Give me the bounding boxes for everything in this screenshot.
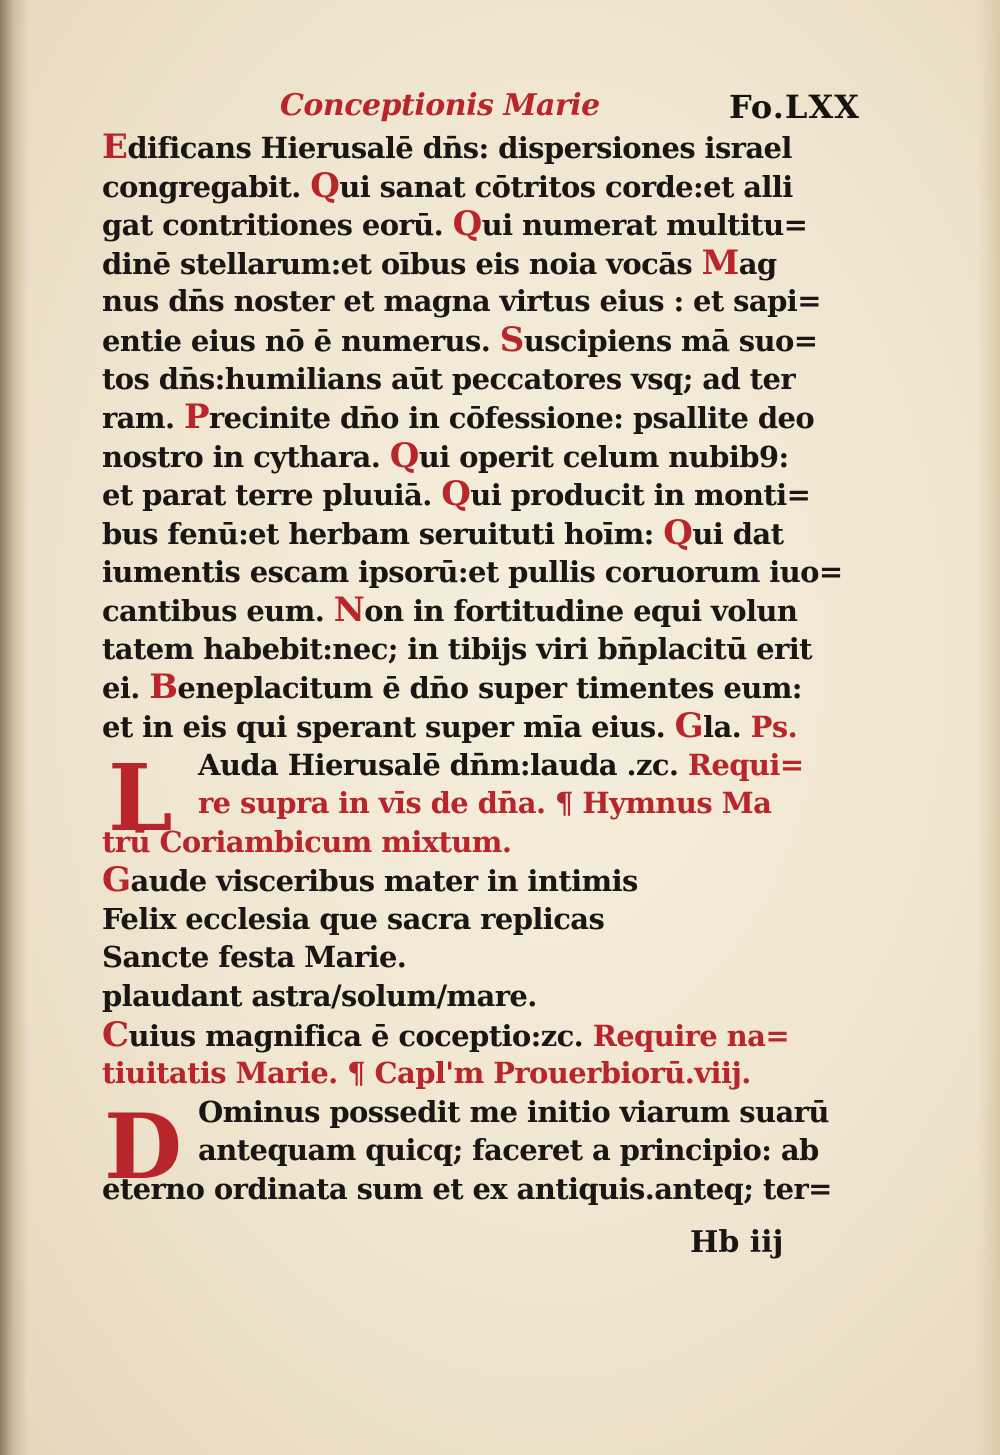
rubricated-initial: P <box>183 398 209 437</box>
body-text: tos dn̄s:humilians aūt peccatores vsq; ad ter <box>102 361 795 396</box>
rubric-text: trū Coriambicum mixtum. <box>102 824 512 859</box>
body-text: uscipiens mā suo= <box>523 323 818 358</box>
body-text: et parat terre pluuiā. <box>102 478 442 513</box>
text-line <box>102 398 862 437</box>
text-line <box>102 514 862 553</box>
rubric-text: Requi= <box>687 747 804 782</box>
body-text: nostro in cythara. <box>102 439 390 474</box>
body-text: dinē stellarum:et oībus eis noia vocās <box>102 246 702 281</box>
body-text: plaudant astra/solum/mare. <box>102 979 537 1014</box>
body-text: congregabit. <box>102 169 311 204</box>
signature-mark: Hb iij <box>690 1225 784 1260</box>
text-line <box>102 823 862 862</box>
text-line <box>102 244 862 283</box>
text-line <box>102 1131 862 1170</box>
text-line <box>102 1054 862 1093</box>
body-text: ui numerat multitu= <box>481 208 808 243</box>
body-text: ui sanat cōtritos corde:et alli <box>339 169 793 204</box>
text-line <box>102 861 862 900</box>
rubric-text: tiuitatis Marie. <box>102 1056 348 1091</box>
rubricated-initial: Q <box>452 205 482 244</box>
rubric-text: re supra in vīs de dn̄a. <box>198 786 555 821</box>
text-line <box>102 977 862 1016</box>
text-line <box>102 900 862 939</box>
running-head-title: Conceptionis Marie <box>280 88 600 123</box>
body-text: recinite dn̄o in cōfessione: psallite deo <box>208 401 815 436</box>
body-text: on in fortitudine equi volun <box>364 594 798 629</box>
text-line <box>102 591 862 630</box>
body-text: nus dn̄s noster et magna virtus eius : et sapi= <box>102 284 821 319</box>
text-line <box>102 475 862 514</box>
text-block <box>102 128 862 1209</box>
text-line <box>102 784 862 823</box>
body-text: eneplacitum ē dn̄o super timentes eum: <box>177 671 802 706</box>
rubricated-initial: Q <box>310 166 340 206</box>
body-text: antequam quicq; faceret a principio: ab <box>198 1133 819 1168</box>
body-text: eterno ordinata sum et ex antiquis.anteq; ter= <box>102 1172 832 1207</box>
body-text: uius magnifica ē coceptio:zc. <box>128 1018 593 1053</box>
rubricated-initial: G <box>102 861 131 900</box>
body-text: aude visceribus mater in intimis <box>130 864 638 899</box>
decorated-initial-L: L <box>108 744 173 852</box>
text-line <box>102 553 862 592</box>
body-text: et in eis qui sperant super mīa eius. <box>102 709 675 744</box>
rubricated-initial: Q <box>441 475 471 514</box>
body-text: ui operit celum nubib9: <box>418 439 789 474</box>
page-gutter <box>0 0 28 1455</box>
decorated-initial-D: D <box>104 1094 183 1200</box>
body-text: ram. <box>102 401 184 436</box>
rubricated-initial: N <box>333 591 365 630</box>
text-line <box>102 167 862 206</box>
rubricated-initial: M <box>701 243 739 283</box>
body-text: iumentis escam ipsorū:et pullis coruorum iuo= <box>102 554 843 589</box>
rubric-text: Ps. <box>750 709 798 744</box>
text-line <box>102 128 862 167</box>
body-text: tatem habebit:nec; in tibijs viri bn̄placitū erit <box>102 631 812 666</box>
rubricated-initial: G <box>674 706 704 746</box>
rubricated-initial: B <box>149 668 178 707</box>
running-head <box>280 88 860 128</box>
text-line <box>102 282 862 321</box>
text-line <box>102 321 862 360</box>
body-text: ui dat <box>692 516 784 551</box>
body-text: ei. <box>102 671 150 706</box>
body-text: ui producit in monti= <box>470 478 811 513</box>
body-text: la. <box>703 709 751 744</box>
text-line <box>102 1016 862 1055</box>
body-text: Ominus possedit me initio viarum suarū <box>198 1094 829 1129</box>
rubricated-initial: C <box>102 1015 129 1055</box>
body-text: bus fenū:et herbam seruituti hoīm: <box>102 516 664 551</box>
text-line <box>102 668 862 707</box>
rubricated-initial: S <box>499 320 524 360</box>
text-line <box>102 707 862 746</box>
body-text: Felix ecclesia que sacra replicas <box>102 901 605 936</box>
rubricated-initial: Q <box>389 436 419 476</box>
text-line <box>102 630 862 669</box>
body-text: ag <box>738 246 777 281</box>
text-line <box>102 437 862 476</box>
rubric-text: ¶ Capl'm Prouerbiorū.viij. <box>347 1056 751 1091</box>
body-text: entie eius nō ē numerus. <box>102 323 500 358</box>
text-line <box>102 205 862 244</box>
body-text: gat contritiones eorū. <box>102 208 453 243</box>
rubricated-initial: E <box>102 128 128 167</box>
body-text: Sancte festa Marie. <box>102 940 407 975</box>
page-edge <box>978 0 1000 1455</box>
text-line <box>102 1170 862 1209</box>
text-line <box>102 1093 862 1132</box>
folio-number: Fo.LXX <box>728 88 860 126</box>
body-text: Auda Hierusalē dn̄m:lauda .zc. <box>198 747 688 782</box>
text-line <box>102 938 862 977</box>
text-line <box>102 746 862 785</box>
text-line <box>102 360 862 399</box>
rubric-text: Require na= <box>592 1018 790 1053</box>
rubricated-initial: Q <box>663 513 693 553</box>
rubric-text: ¶ Hymnus Ma <box>554 786 772 821</box>
body-text: dificans Hierusalē dn̄s: dispersiones israel <box>127 131 792 165</box>
body-text: cantibus eum. <box>102 594 334 629</box>
